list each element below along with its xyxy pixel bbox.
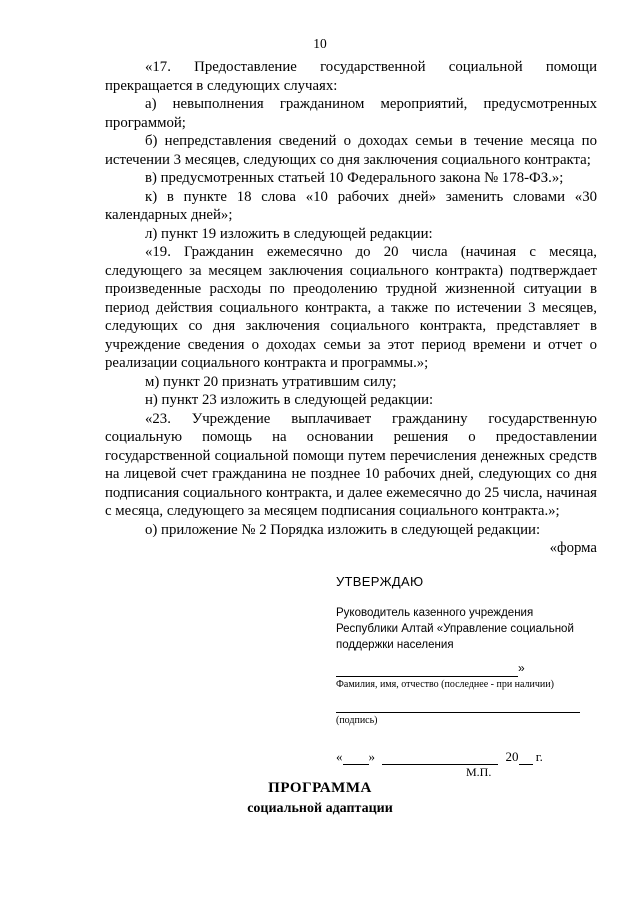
approval-head bbox=[336, 605, 596, 653]
name-underline bbox=[336, 664, 518, 677]
paragraph: а) невыполнения гражданином мероприятий, предусмотренных программой; bbox=[105, 96, 597, 131]
date-close-quote: » bbox=[368, 749, 375, 764]
signature-underline bbox=[336, 700, 580, 713]
year-prefix: 20 bbox=[505, 749, 519, 764]
paragraph: к) в пункте 18 слова «10 рабочих дней» заменить словами «30 календарных дней»; bbox=[105, 188, 597, 223]
year-suffix: г. bbox=[532, 749, 543, 764]
approval-title: УТВЕРЖДАЮ bbox=[336, 574, 424, 589]
form-label: «форма bbox=[549, 540, 597, 556]
name-caption: Фамилия, имя, отчество (последнее - при наличии) bbox=[336, 679, 554, 690]
date-open-quote: « bbox=[336, 749, 343, 764]
page-number: 10 bbox=[313, 36, 327, 51]
document-body bbox=[105, 58, 597, 558]
program-heading bbox=[0, 780, 640, 817]
paragraph: б) непредставления сведений о доходах семьи в течение месяца по истечении 3 месяцев, следующих со дня заключения социального контракта; bbox=[105, 133, 597, 168]
paragraph: «17. Предоставление государственной социальной помощи прекращается в следующих случаях: bbox=[105, 59, 597, 94]
paragraph: о) приложение № 2 Порядка изложить в следующей редакции: bbox=[145, 521, 541, 538]
approval-head-line: поддержки населения bbox=[336, 639, 454, 651]
stamp-label: М.П. bbox=[466, 765, 492, 779]
paragraph: «23. Учреждение выплачивает гражданину государственную социальную помощь на основании решения о предоставлении государственной социальной помощи путем перечисления денежных средств на лицевой счет гражданина не позднее 10 рабочих дней, следующих со дня подписания социального контракта, и далее ежемесячно до 25 числа, начиная с месяца, следующего за месяцем подписания социального контракта.»; bbox=[105, 410, 597, 519]
paragraph: м) пункт 20 признать утратившим силу; bbox=[145, 373, 397, 390]
program-subtitle: социальной адаптации bbox=[247, 801, 393, 816]
approval-head-line: Руководитель казенного учреждения bbox=[336, 607, 534, 619]
year-underline bbox=[519, 752, 533, 765]
signature-line-row bbox=[336, 695, 596, 713]
approval-block bbox=[336, 574, 596, 780]
paragraph: «19. Гражданин ежемесячно до 20 числа (начиная с месяца, следующего за месяцем заключения социального контракта) подтверждает произведенные расходы по преодолению трудной жизненной ситуации в период действия социального контракта, а также по истечении 3 месяцев, следующих со дня заключения социального контракта, представляет в учреждение сведения о доходах семьи за этот период времени и отчет о реализации социального контракта и программы.»; bbox=[105, 244, 597, 371]
paragraph: в) предусмотренных статьей 10 Федерального закона № 178-ФЗ.»; bbox=[145, 170, 564, 186]
paragraph: н) пункт 23 изложить в следующей редакции: bbox=[145, 392, 434, 408]
approval-head-line: Республики Алтай «Управление социальной bbox=[336, 623, 574, 635]
month-underline bbox=[382, 752, 498, 765]
day-underline bbox=[343, 752, 369, 765]
program-title: ПРОГРАММА bbox=[268, 780, 372, 796]
paragraph: л) пункт 19 изложить в следующей редакции: bbox=[145, 225, 433, 242]
closing-quote: » bbox=[518, 661, 525, 675]
signature-caption: (подпись) bbox=[336, 715, 378, 726]
date-row bbox=[336, 749, 596, 765]
name-line-row bbox=[336, 659, 596, 677]
